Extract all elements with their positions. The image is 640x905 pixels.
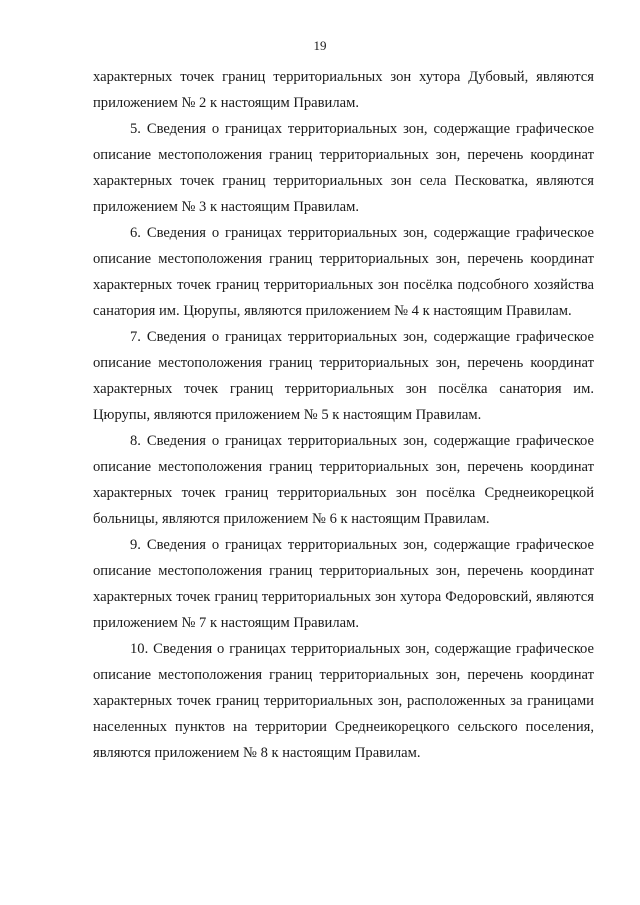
page-number: 19	[313, 38, 327, 53]
paragraph-item-10: 10. Сведения о границах территориальных зон, содержащие графическое описание местоположения границ территориальных зон, перечень координат характерных точек границ территориальных зон, расположенных за границами населенных пунктов на территории Среднеикорецкого сельского поселения, являются приложением № 8 к настоящим Правилам.	[93, 641, 594, 761]
document-body	[93, 64, 594, 766]
paragraph-item-6: 6. Сведения о границах территориальных зон, содержащие графическое описание местоположения границ территориальных зон, перечень координат характерных точек границ территориальных зон посёлка подсобного хозяйства санатория им. Цюрупы, являются приложением № 4 к настоящим Правилам.	[93, 225, 594, 319]
paragraph-item-8: 8. Сведения о границах территориальных зон, содержащие графическое описание местоположения границ территориальных зон, перечень координат характерных точек границ территориальных зон посёлка Среднеикорецкой больницы, являются приложением № 6 к настоящим Правилам.	[93, 433, 594, 527]
paragraph-item-5: 5. Сведения о границах территориальных зон, содержащие графическое описание местоположения границ территориальных зон, перечень координат характерных точек границ территориальных зон села Песковатка, являются приложением № 3 к настоящим Правилам.	[93, 121, 594, 215]
paragraph-item-7: 7. Сведения о границах территориальных зон, содержащие графическое описание местоположения границ территориальных зон, перечень координат характерных точек границ территориальных зон посёлка санатория им. Цюрупы, являются приложением № 5 к настоящим Правилам.	[93, 329, 594, 423]
paragraph-item-9: 9. Сведения о границах территориальных зон, содержащие графическое описание местоположения границ территориальных зон, перечень координат характерных точек границ территориальных зон хутора Федоровский, являются приложением № 7 к настоящим Правилам.	[93, 537, 594, 631]
paragraph-continuation: характерных точек границ территориальных зон хутора Дубовый, являются приложением № 2 к настоящим Правилам.	[93, 69, 594, 111]
